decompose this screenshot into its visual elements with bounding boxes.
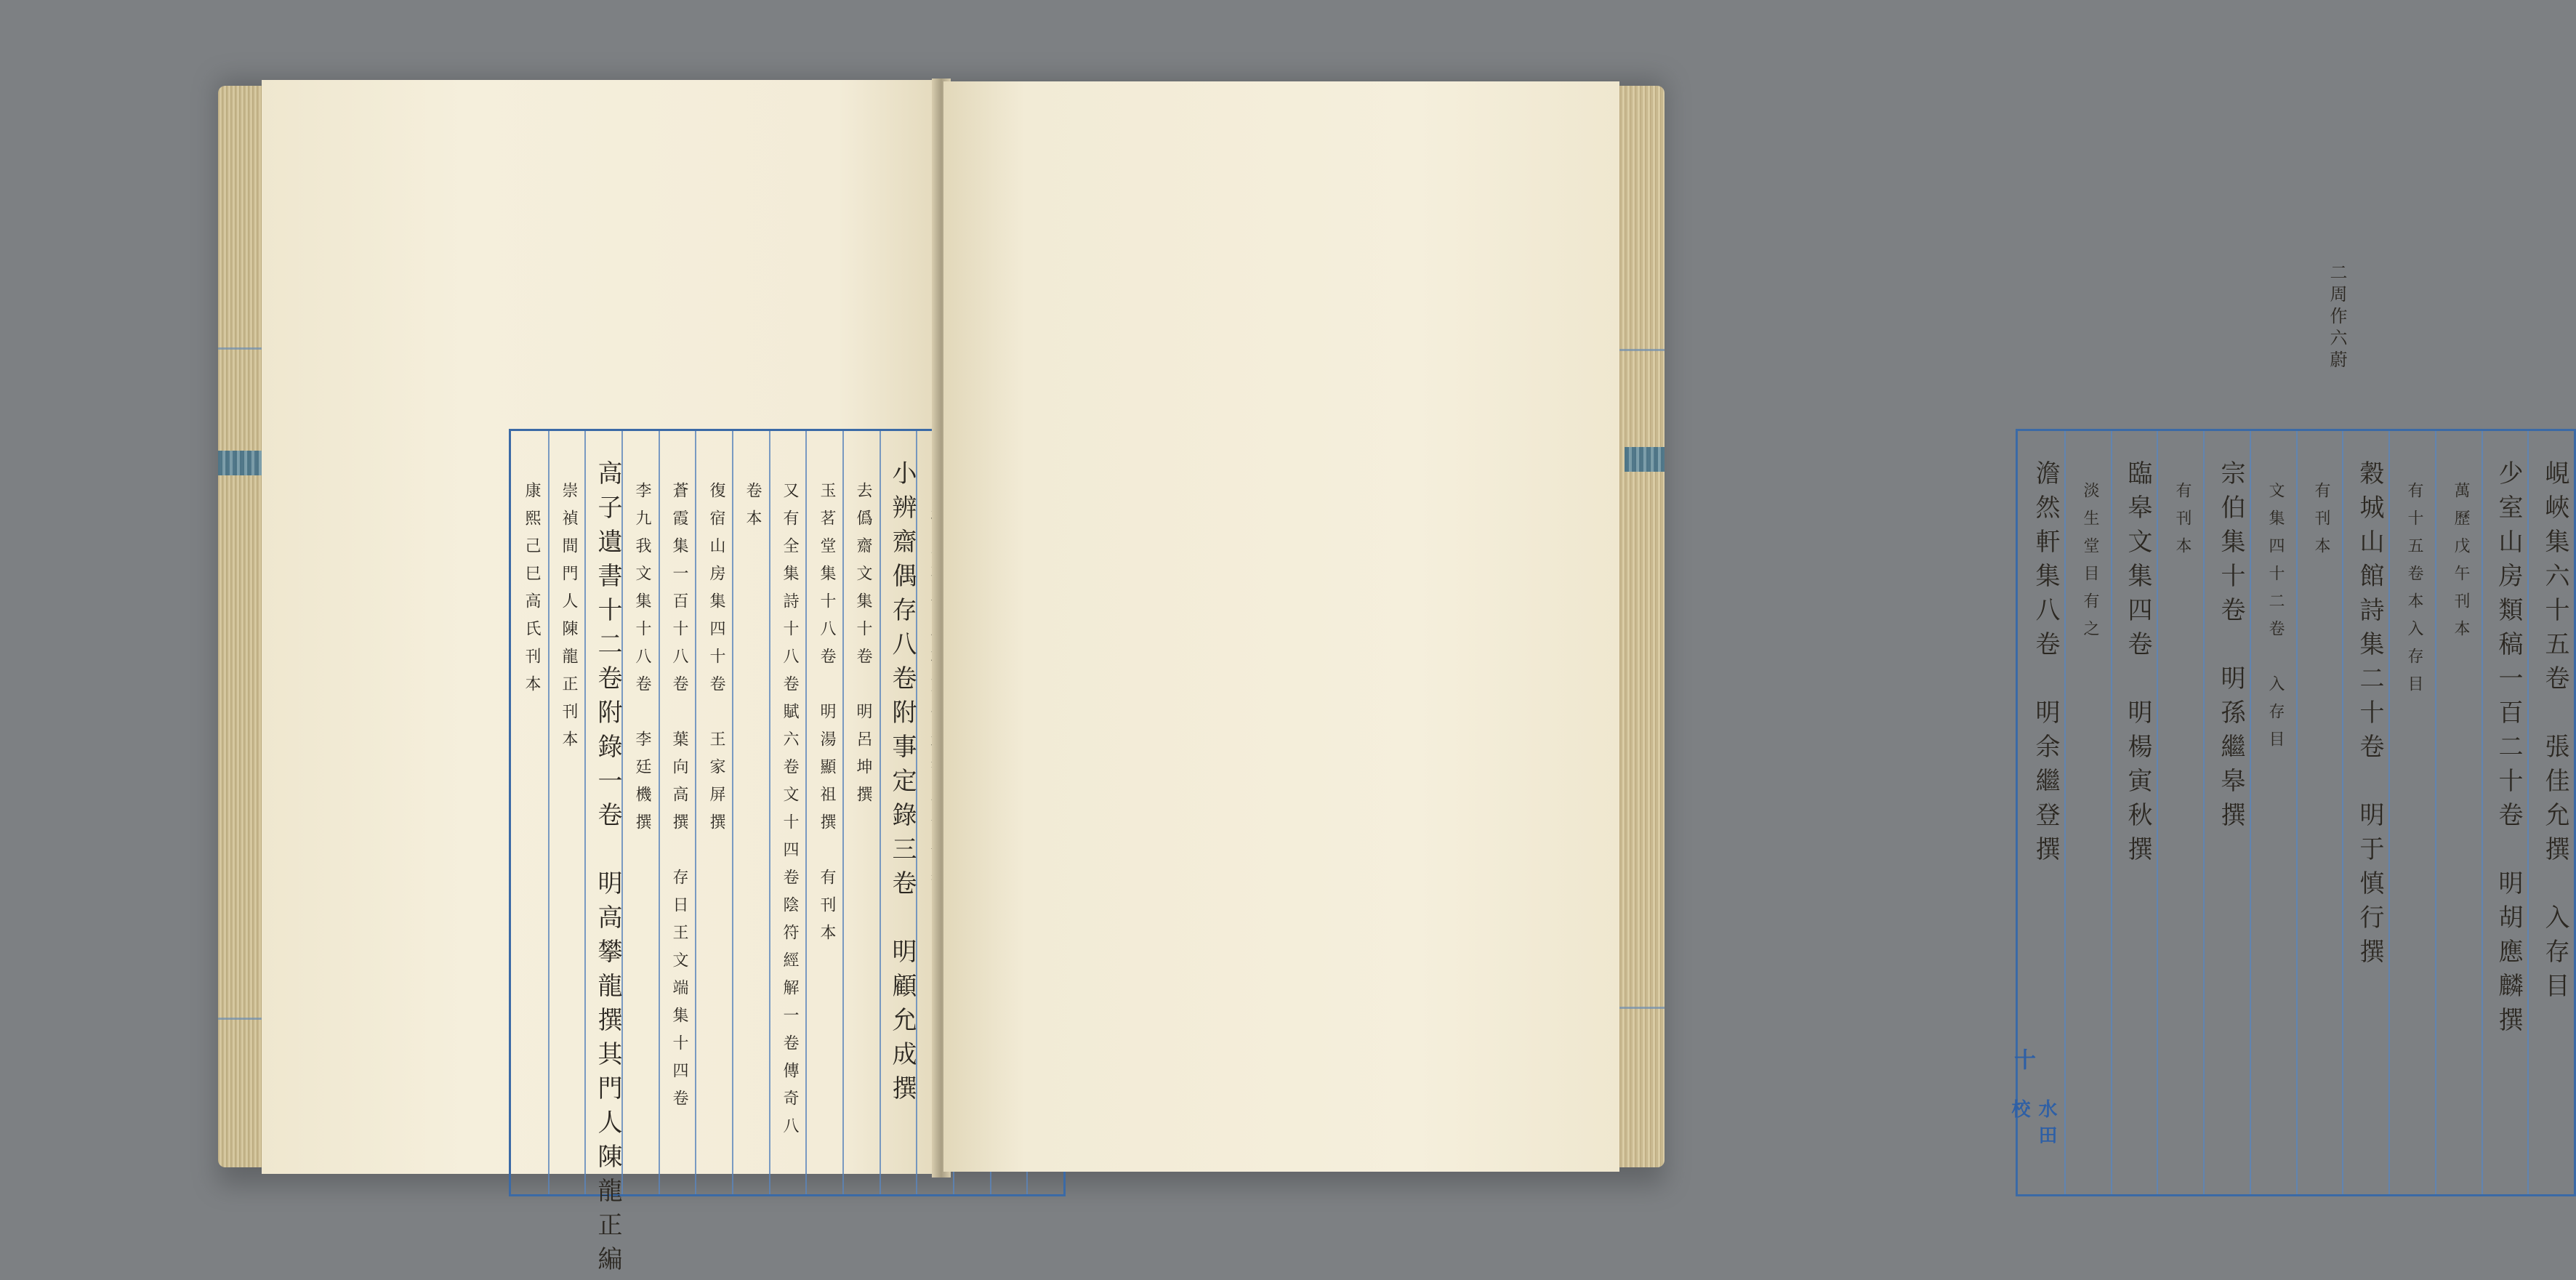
right-page-column-rule: [2111, 431, 2112, 1194]
left-page-column-rule: [548, 431, 550, 1194]
right-page-text-column: 有刊本: [2312, 482, 2330, 565]
right-page-text-column: 有十五卷本入存目: [2405, 482, 2423, 703]
right-page-text-column: 有刊本: [2173, 482, 2191, 565]
right-page-text-column: 峴峽集六十五卷 張佳允撰 入存目: [2540, 460, 2569, 1007]
binding-thread: [1615, 1007, 1665, 1009]
left-page-text-column: 玉茗堂集十八卷 明湯顯祖撰 有刊本: [818, 482, 836, 951]
right-page-text-column: 穀城山館詩集二十卷 明于慎行撰: [2355, 460, 2384, 973]
left-page-text-column: 高子遺書十二卷附錄一卷 明高攀龍撰其門人陳龍正編: [593, 460, 622, 1280]
right-page-text-column: 宗伯集十卷 明孫繼皋撰: [2216, 460, 2245, 836]
right-page-frame: [2016, 429, 2576, 1196]
left-page: [262, 80, 939, 1280]
right-page-column-rule: [2435, 431, 2436, 1194]
left-page-text-column: 康熙己巳高氏刊本: [523, 482, 541, 703]
left-page-column-rule: [769, 431, 770, 1194]
left-page-column-rule: [842, 431, 844, 1194]
right-page-text-column: 少室山房類稿一百二十卷 明胡應麟撰: [2494, 460, 2523, 1041]
left-page-text-column: 復宿山房集四十卷 王家屏撰: [707, 482, 725, 841]
right-page: [943, 81, 2569, 1172]
right-page-column-rule: [2342, 431, 2343, 1194]
left-page-text-column: 李九我文集十八卷 李廷機撰: [633, 482, 651, 841]
right-page-column-rule: [2296, 431, 2298, 1194]
right-page-column-rule: [2250, 431, 2251, 1194]
right-page-column-rule: [2203, 431, 2205, 1194]
right-page-text-column: 文集四十二卷 入存目: [2266, 482, 2285, 758]
left-page-column-rule: [695, 431, 696, 1194]
right-page-column-rule: [2064, 431, 2066, 1194]
left-page-text-column: 小辨齋偶存八卷附事定錄三卷 明顧允成撰: [887, 460, 917, 1109]
binding-thread: [1615, 349, 1665, 351]
left-page-text-column: 崇禎間門人陳龍正刊本: [560, 482, 578, 758]
left-page-column-rule: [659, 431, 660, 1194]
right-page-column-rule: [2157, 431, 2158, 1194]
right-page-column-rule: [2482, 431, 2483, 1194]
left-page-text-column: 卷本: [744, 482, 762, 537]
left-page-text-column: 蒼霞集一百十八卷 葉向高撰 存日王文端集十四卷: [670, 482, 688, 1117]
page-edges-right: [1615, 86, 1665, 1167]
binding-ribbon-right: [1625, 447, 1665, 472]
left-page-text-column: 去僞齋文集十卷 明呂坤撰: [854, 482, 872, 813]
left-page-column-rule: [584, 431, 586, 1194]
collator-stamp: 水田校: [2008, 1099, 2057, 1151]
right-page-column-rule: [2388, 431, 2390, 1194]
right-page-text-column: 淡生堂目有之: [2081, 482, 2099, 648]
left-page-column-rule: [805, 431, 807, 1194]
binding-ribbon-left: [218, 451, 262, 475]
right-page-text-column: 萬歷戊午刊本: [2452, 482, 2470, 648]
right-page-column-rule: [2527, 431, 2529, 1194]
left-page-text-column: 又有全集詩十八卷賦六卷文十四卷陰符經解一卷傳奇八: [781, 482, 799, 1145]
header-annotation: 二周作六蔚: [2327, 263, 2347, 372]
right-page-text-column: 臨皋文集四卷 明楊寅秋撰: [2123, 460, 2152, 870]
left-page-column-rule: [732, 431, 733, 1194]
right-page-text-column: 澹然軒集八卷 明余繼登撰: [2031, 460, 2060, 870]
folio-mark: 十: [2010, 1048, 2035, 1077]
left-page-column-rule: [880, 431, 881, 1194]
